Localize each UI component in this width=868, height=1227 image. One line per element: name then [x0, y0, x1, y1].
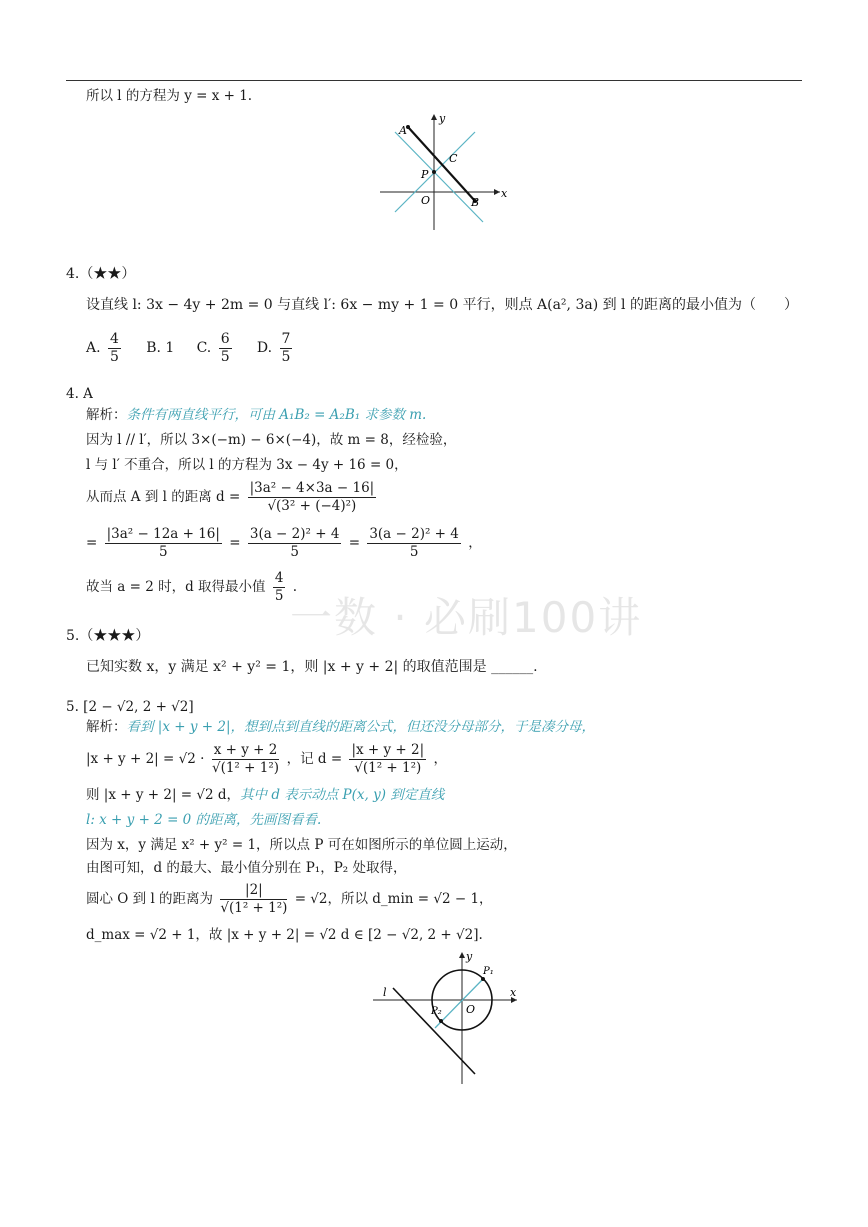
a5-analysis-hint: 看到 |x + y + 2|，想到点到直线的距离公式，但还没分母部分，于是凑分母，	[126, 719, 596, 735]
a4-line-4: = $\frac{\text{|3a² − 12a + 16|}}{5}$ = $\frac{\text{3(a − 2)² + 4}}{5}$ = $\frac{\text{3(a − 2)² + 4}}{5}$ ，	[86, 526, 482, 560]
figure-1	[375, 108, 515, 234]
fig1-y-arrow	[431, 114, 437, 120]
q4-option-c[interactable]: C. $\frac{6}{5}$	[196, 330, 230, 365]
a5-line-6: 圆心 O 到 l 的距离为 $\frac{|2|}{\text{√(1² + 1²)}}$ = √2，所以 d_min = √2 − 1，	[86, 882, 493, 916]
fig1-label-c: C	[449, 152, 458, 165]
a4-analysis-hint: 条件有两直线平行，可由 A₁B₂ = A₂B₁ 求参数 m.	[126, 407, 427, 423]
a5-line-7: d_max = √2 + 1，故 |x + y + 2| = √2 d ∈ [2 − √2, 2 + √2].	[86, 927, 483, 943]
fig1-x-arrow	[494, 189, 500, 195]
a5-line-1: |x + y + 2| = √2 · $\frac{x + y + 2}{\text{√(1² + 1²)}}$ ，记 d = $\frac{|x + y + 2|}{\text{√(1² + 1²)}}$ ，	[86, 742, 447, 776]
header-line: 所以 l 的方程为 y = x + 1.	[86, 88, 253, 104]
q4-stem: 设直线 l: 3x − 4y + 2m = 0 与直线 l′: 6x − my + 1 = 0 平行，则点 A(a², 3a) 到 l 的距离的最小值为（ ）	[86, 297, 798, 313]
watermark: 一数 · 必刷100讲	[290, 593, 643, 642]
fig2-label-y: y	[466, 950, 473, 963]
fig1-label-y: y	[439, 112, 446, 125]
q5-number: 5.（★★★）	[66, 628, 150, 644]
a5-line-4: 因为 x，y 满足 x² + y² = 1，所以点 P 可在如图所示的单位圆上运动，	[86, 837, 517, 853]
a4-line-5: 故当 a = 2 时，d 取得最小值 $\frac{4}{5}$ .	[86, 570, 298, 604]
a4-analysis-label: 解析：	[86, 407, 127, 423]
q4-number: 4.（★★）	[66, 266, 136, 282]
a5-answer: 5. [2 − √2, 2 + √2]	[66, 699, 194, 715]
a4-line-3: 从而点 A 到 l 的距离 d = $\frac{\text{|3a² − 4×3a − 16|}}{\text{√(3² + (−4)²)}}$	[86, 480, 375, 514]
q4-option-a[interactable]: A. $\frac{4}{5}$	[86, 330, 119, 365]
fig1-label-b: B	[471, 196, 480, 209]
fig1-label-p: P	[421, 168, 429, 181]
a4-answer: 4. A	[66, 386, 93, 402]
fig2-label-p1: P₁	[483, 966, 494, 977]
q4-option-d[interactable]: D. $\frac{7}{5}$	[256, 330, 291, 365]
figure-2	[365, 950, 525, 1090]
fig1-label-a: A	[399, 124, 407, 137]
fig2-point-p2	[439, 1019, 443, 1023]
q4-option-b[interactable]: B. 1	[146, 340, 175, 356]
fig2-y-arrow	[459, 952, 465, 958]
fig1-label-x: x	[501, 187, 508, 200]
q5-stem: 已知实数 x，y 满足 x² + y² = 1，则 |x + y + 2| 的取值范围是 ______.	[86, 659, 538, 675]
fig1-label-o: O	[421, 194, 431, 207]
a4-line-1: 因为 l // l′，所以 3×(−m) − 6×(−4)，故 m = 8，经检验，	[86, 432, 457, 448]
fig2-label-l: l	[383, 986, 387, 999]
header-rule	[66, 80, 802, 81]
q4-options	[86, 330, 295, 366]
a5-line-5: 由图可知，d 的最大、最小值分别在 P₁，P₂ 处取得，	[86, 860, 407, 876]
fig2-label-p2: P₂	[431, 1006, 442, 1017]
fig1-blue-line-1	[395, 132, 483, 222]
a5-analysis	[86, 717, 595, 737]
fig2-point-p1	[481, 977, 485, 981]
a5-line-2: 则 |x + y + 2| = √2 d，其中 d 表示动点 P(x, y) 到定直线	[86, 787, 445, 803]
a4-line-2: l 与 l′ 不重合，所以 l 的方程为 3x − 4y + 16 = 0，	[86, 457, 408, 473]
a5-analysis-label: 解析：	[86, 719, 127, 735]
fig1-point-p	[432, 170, 436, 174]
fig1-segment-ab	[408, 127, 475, 201]
fig2-label-x: x	[510, 986, 517, 999]
a5-line-3: l: x + y + 2 = 0 的距离，先画图看看.	[86, 812, 322, 828]
fig2-label-o: O	[466, 1003, 476, 1016]
a4-analysis	[86, 405, 426, 425]
fig2-line-l	[393, 988, 475, 1074]
